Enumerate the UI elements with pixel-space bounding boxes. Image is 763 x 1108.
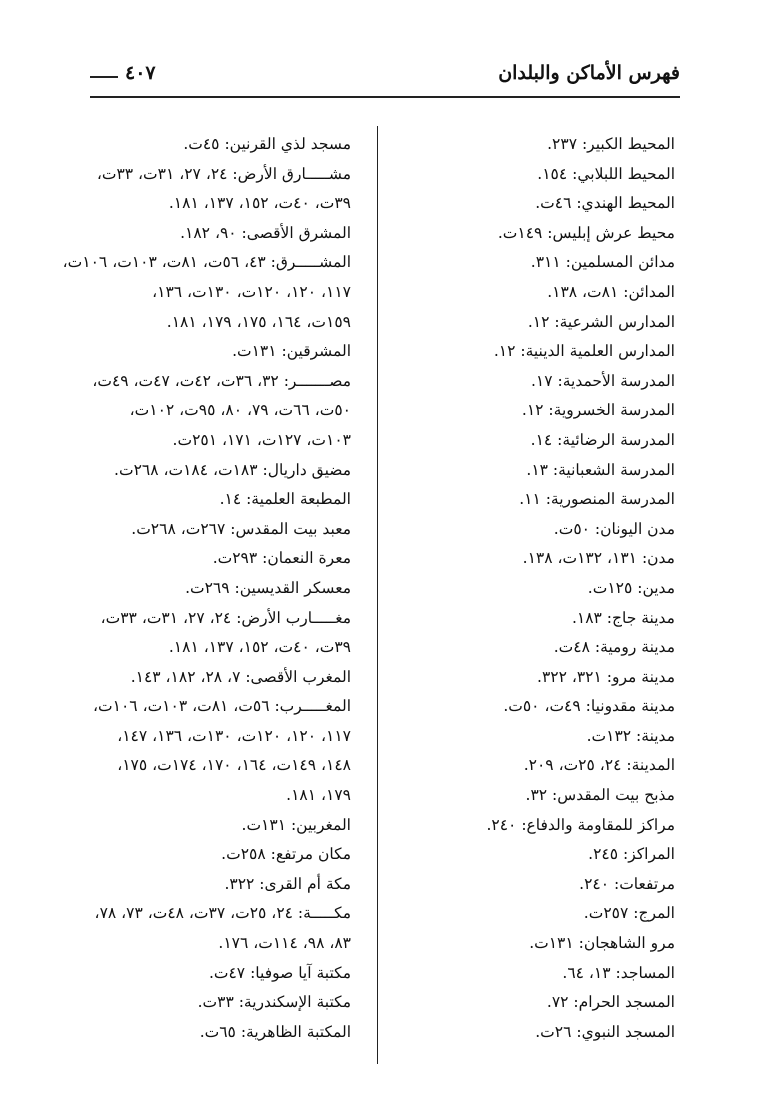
index-entry: المكتبة الظاهرية: ٦٥ت. bbox=[199, 1022, 351, 1041]
index-entry: المحيط الهندي: ٤٦ت. bbox=[535, 194, 675, 213]
index-entry: ١٧٩، ١٨١. bbox=[286, 786, 351, 805]
index-entry: المغـــــرب: ٥٦ت، ٨١ت، ١٠٣ت، ١٠٦ت، bbox=[93, 697, 351, 716]
index-entry: مدينة جاج: ١٨٣. bbox=[571, 608, 675, 627]
index-entry: المدرسة الرضائية: ١٤. bbox=[530, 430, 675, 449]
index-entry: مضيق داريال: ١٨٣ت، ١٨٤ت، ٢٦٨ت. bbox=[114, 460, 351, 479]
index-entry: المدرسة الشعبانية: ١٣. bbox=[526, 460, 675, 479]
index-entry: المدرسة المنصورية: ١١. bbox=[519, 490, 675, 509]
header-rule bbox=[90, 96, 680, 98]
index-entry: مدينة مرو: ٣٢١، ٣٢٢. bbox=[537, 667, 675, 686]
index-entry: المشرقين: ١٣١ت. bbox=[232, 342, 351, 361]
column-divider bbox=[377, 126, 378, 1064]
index-entry: مدن اليونان: ٥٠ت. bbox=[553, 519, 675, 538]
index-column-right bbox=[407, 130, 675, 1047]
index-entry: المحيط اللبلابي: ١٥٤. bbox=[537, 164, 675, 183]
index-entry: معسكر القديسين: ٢٦٩ت. bbox=[185, 578, 351, 597]
index-entry: محيط عرش إبليس: ١٤٩ت. bbox=[497, 223, 675, 242]
page-header bbox=[90, 62, 680, 100]
index-entry: المدرسة الخسروية: ١٢. bbox=[521, 401, 675, 420]
index-entry: مرو الشاهجان: ١٣١ت. bbox=[529, 934, 675, 953]
index-entry: المدينة: ٢٤، ٢٥ت، ٢٠٩. bbox=[523, 756, 675, 775]
index-entry: مدن: ١٣١، ١٣٢ت، ١٣٨. bbox=[522, 549, 675, 568]
index-entry: مشـــــارق الأرض: ٢٤، ٢٧، ٣١ت، ٣٣ت، bbox=[96, 164, 351, 183]
index-entry: مدين: ١٢٥ت. bbox=[587, 578, 675, 597]
index-entry: المحيط الكبير: ٢٣٧. bbox=[547, 135, 675, 153]
index-entry: المسجد الحرام: ٧٢. bbox=[546, 993, 675, 1012]
index-entry: ٣٩ت، ٤٠ت، ١٥٢، ١٣٧، ١٨١. bbox=[168, 638, 351, 657]
index-entry: ١٠٣ت، ١٢٧ت، ١٧١، ٢٥١ت. bbox=[172, 430, 351, 449]
index-entry: مدينة مقدونيا: ٤٩ت، ٥٠ت. bbox=[503, 697, 675, 716]
index-entry: ١١٧، ١٢٠، ١٢٠ت، ١٣٠ت، ١٣٦، ١٤٧، bbox=[117, 726, 351, 745]
index-entry: المساجد: ١٣، ٦٤. bbox=[562, 963, 675, 982]
page-number: ٤٠٧ bbox=[125, 62, 156, 84]
header-dash bbox=[90, 76, 118, 78]
index-entry: مدينة رومية: ٤٨ت. bbox=[553, 638, 675, 657]
index-entry: معرة النعمان: ٢٩٣ت. bbox=[212, 549, 351, 568]
index-entry: مدينة: ١٣٢ت. bbox=[586, 726, 675, 745]
index-entry: مغـــــارب الأرض: ٢٤، ٢٧، ٣١ت، ٣٣ت، bbox=[100, 608, 351, 627]
index-entry: معبد بيت المقدس: ٢٦٧ت، ٢٦٨ت. bbox=[131, 519, 351, 538]
index-entry: المطبعة العلمية: ١٤. bbox=[219, 490, 351, 509]
index-entry: مسجد لذي القرنين: ٤٥ت. bbox=[183, 135, 351, 153]
index-entry: ٣٩ت، ٤٠ت، ١٥٢، ١٣٧، ١٨١. bbox=[168, 194, 351, 213]
index-entry: مصـــــــر: ٣٢، ٣٦ت، ٤٢ت، ٤٧ت، ٤٩ت، bbox=[92, 371, 351, 390]
index-entry: مكتبة آيا صوفيا: ٤٧ت. bbox=[208, 963, 351, 982]
index-entry: المدارس الشرعية: ١٢. bbox=[527, 312, 675, 331]
index-entry: مكة أم القرى: ٣٢٢. bbox=[224, 874, 351, 893]
index-entry: مكان مرتفع: ٢٥٨ت. bbox=[221, 845, 351, 864]
index-entry: المشـــــرق: ٤٣، ٥٦ت، ٨١ت، ١٠٣ت، ١٠٦ت، bbox=[62, 253, 351, 272]
index-entry: المغرب الأقصى: ٧، ٢٨، ١٨٢، ١٤٣. bbox=[130, 667, 351, 686]
index-entry: ٨٣، ٩٨، ١١٤ت، ١٧٦. bbox=[218, 934, 351, 953]
index-entry: المدارس العلمية الدينية: ١٢. bbox=[493, 342, 675, 361]
index-entry: المراكز: ٢٤٥. bbox=[588, 845, 675, 864]
index-entry: المسجد النبوي: ٢٦ت. bbox=[535, 1022, 675, 1041]
index-entry: مرتفعات: ٢٤٠. bbox=[579, 874, 675, 893]
index-entry: مكـــــة: ٢٤، ٢٥ت، ٣٧ت، ٤٨ت، ٧٣، ٧٨، bbox=[94, 904, 351, 923]
index-entry: مراكز للمقاومة والدفاع: ٢٤٠. bbox=[486, 815, 675, 834]
running-title: فهرس الأماكن والبلدان bbox=[498, 62, 680, 84]
index-entry: مذبح بيت المقدس: ٣٢. bbox=[525, 786, 675, 805]
index-entry: ١١٧، ١٢٠، ١٢٠ت، ١٣٠ت، ١٣٦، bbox=[152, 282, 351, 301]
index-entry: ٥٠ت، ٦٦ت، ٧٩، ٨٠، ٩٥ت، ١٠٢ت، bbox=[129, 401, 351, 420]
index-entry: المدائن: ٨١ت، ١٣٨. bbox=[547, 282, 675, 301]
index-entry: مكتبة الإسكندرية: ٣٣ت. bbox=[197, 993, 351, 1012]
index-entry: المشرق الأقصى: ٩٠، ١٨٢. bbox=[180, 223, 351, 242]
index-entry: المدرسة الأحمدية: ١٧. bbox=[530, 371, 675, 390]
index-entry: المغربين: ١٣١ت. bbox=[241, 815, 351, 834]
index-entry: المرج: ٢٥٧ت. bbox=[583, 904, 675, 923]
index-entry: ١٥٩ت، ١٦٤، ١٧٥، ١٧٩، ١٨١. bbox=[166, 312, 351, 331]
index-entry: ١٤٨، ١٤٩ت، ١٦٤، ١٧٠، ١٧٤ت، ١٧٥، bbox=[117, 756, 351, 775]
index-entry: مدائن المسلمين: ٣١١. bbox=[530, 253, 675, 272]
index-column-left bbox=[62, 130, 351, 1047]
